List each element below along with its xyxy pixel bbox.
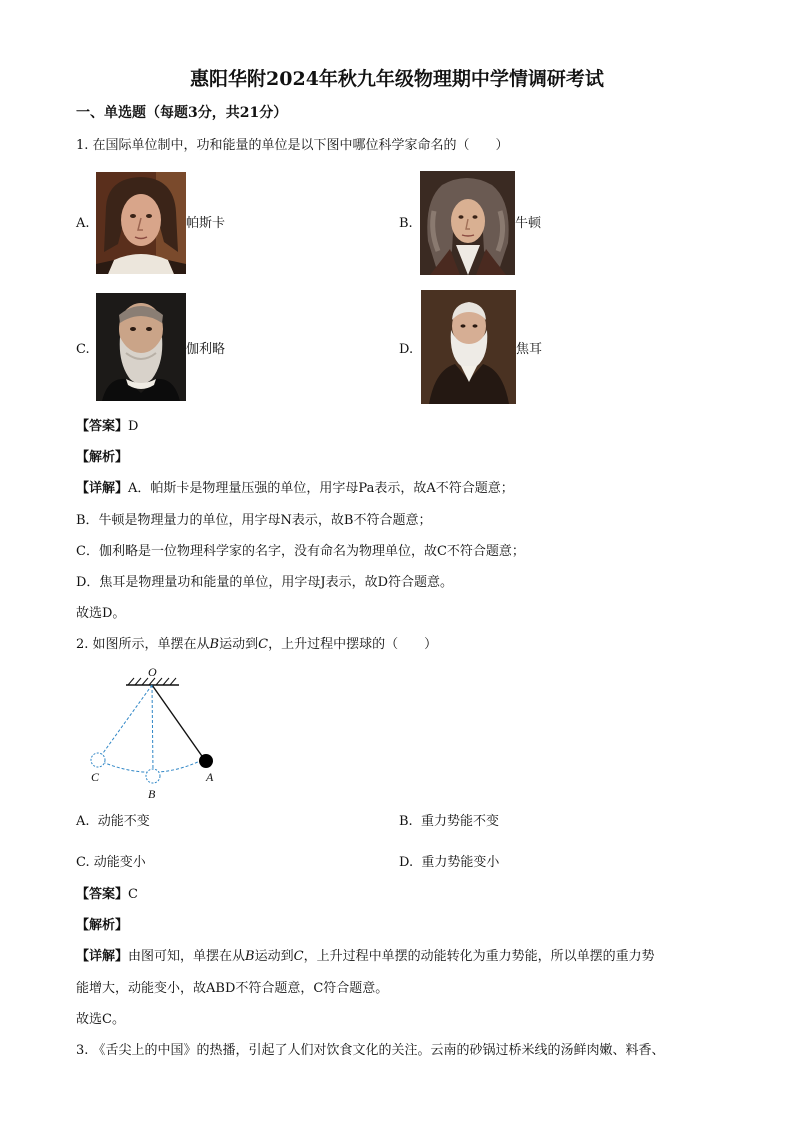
q1-detail-b: B．牛顿是物理量力的单位，用字母N表示，故B不符合题意； xyxy=(76,513,432,528)
q2-option-b-text: 重力势能不变 xyxy=(420,814,499,829)
option-d-name: 焦耳 xyxy=(516,342,543,357)
q2-detail-l1-e: ，上升过程中单摆的动能转化为重力势能，所以单摆的重力势 xyxy=(303,949,655,964)
ball-c xyxy=(91,753,105,767)
q2-detail-l1-b: B xyxy=(245,949,255,964)
answer-tag: 【答案】 xyxy=(76,419,129,434)
q2-stem-pre: 2. 如图所示，单摆在从 xyxy=(76,637,210,652)
q1-answer: D xyxy=(128,419,139,434)
q2-answer-tag: 【答案】 xyxy=(76,887,129,902)
label-b: B xyxy=(148,787,156,801)
question-1-stem: 1. 在国际单位制中，功和能量的单位是以下图中哪位科学家命名的（ ） xyxy=(76,138,509,153)
detail-tag: 【详解】 xyxy=(76,481,129,496)
q2-answer: C xyxy=(128,887,138,902)
q2-stem-b: B xyxy=(209,637,220,652)
option-d-letter: D. xyxy=(399,342,414,357)
q2-detail-l1-c: 运动到 xyxy=(254,949,294,964)
ball-b xyxy=(146,769,160,783)
q1-conclusion: 故选D。 xyxy=(76,606,126,621)
string-at-c xyxy=(98,685,152,760)
option-a-name: 帕斯卡 xyxy=(186,216,226,231)
page-title: 惠阳华附2024年秋九年级物理期中学情调研考试 xyxy=(190,68,604,90)
q2-answer-line xyxy=(76,886,138,904)
ball-a xyxy=(199,754,213,768)
q2-conclusion: 故选C。 xyxy=(76,1012,125,1027)
q2-detail-l1-d: C xyxy=(293,949,304,964)
q2-option-b xyxy=(399,813,499,831)
q1-detail-a: A．帕斯卡是物理量压强的单位，用字母Pa表示，故A不符合题意； xyxy=(128,481,514,496)
q2-option-a xyxy=(76,813,150,831)
q2-detail-line-1 xyxy=(76,948,655,966)
joule-portrait xyxy=(421,290,516,404)
ceiling-hatch xyxy=(128,678,176,685)
pendulum-diagram xyxy=(84,664,234,804)
question-3-stem: 3. 《舌尖上的中国》的热播，引起了人们对饮食文化的关注。云南的砂锅过桥米线的汤鲜肉嫩、料香、 xyxy=(76,1043,665,1058)
q2-option-c-text: 动能变小 xyxy=(93,855,146,870)
option-b-letter: B. xyxy=(399,216,413,231)
q1-analysis-tag: 【解析】 xyxy=(76,450,129,465)
label-c: C xyxy=(91,770,100,784)
q2-stem-mid: 运动到 xyxy=(219,637,259,652)
q2-option-d xyxy=(399,854,499,872)
q2-option-b-letter: B. xyxy=(399,814,413,829)
pendulum-string xyxy=(152,685,204,759)
q2-detail-l1-a: 由图可知，单摆在从 xyxy=(128,949,246,964)
q2-stem-post: ，上升过程中摆球的（ ） xyxy=(268,637,438,652)
q2-option-c-letter: C. xyxy=(76,855,90,870)
label-a: A xyxy=(206,770,214,784)
option-a-letter: A. xyxy=(76,216,90,231)
q2-option-a-letter: A. xyxy=(76,814,90,829)
pascal-portrait xyxy=(96,172,186,274)
q2-option-d-letter: D. xyxy=(399,855,414,870)
question-2-stem xyxy=(76,636,437,654)
option-c-letter: C. xyxy=(76,342,90,357)
q2-option-d-text: 重力势能变小 xyxy=(421,855,500,870)
q1-detail-d: D．焦耳是物理量功和能量的单位，用字母J表示，故D符合题意。 xyxy=(76,575,454,590)
q1-detail-line-a xyxy=(76,480,514,498)
q2-detail-tag: 【详解】 xyxy=(76,949,129,964)
q2-stem-c: C xyxy=(258,637,269,652)
q2-option-c xyxy=(76,854,146,872)
q1-answer-line xyxy=(76,418,138,436)
q2-option-a-text: 动能不变 xyxy=(97,814,150,829)
q2-detail-line-2: 能增大，动能变小，故ABD不符合题意，C符合题意。 xyxy=(76,981,389,996)
newton-portrait xyxy=(420,171,515,275)
option-c-name: 伽利略 xyxy=(186,342,226,357)
label-o: O xyxy=(148,665,157,679)
q2-analysis-tag: 【解析】 xyxy=(76,918,129,933)
string-at-b xyxy=(152,685,153,771)
q1-detail-c: C．伽利略是一位物理科学家的名字，没有命名为物理单位，故C不符合题意； xyxy=(76,544,525,559)
galileo-portrait xyxy=(96,293,186,401)
section-heading: 一、单选题（每题3分，共21分） xyxy=(76,105,288,121)
option-b-name: 牛顿 xyxy=(515,216,542,231)
